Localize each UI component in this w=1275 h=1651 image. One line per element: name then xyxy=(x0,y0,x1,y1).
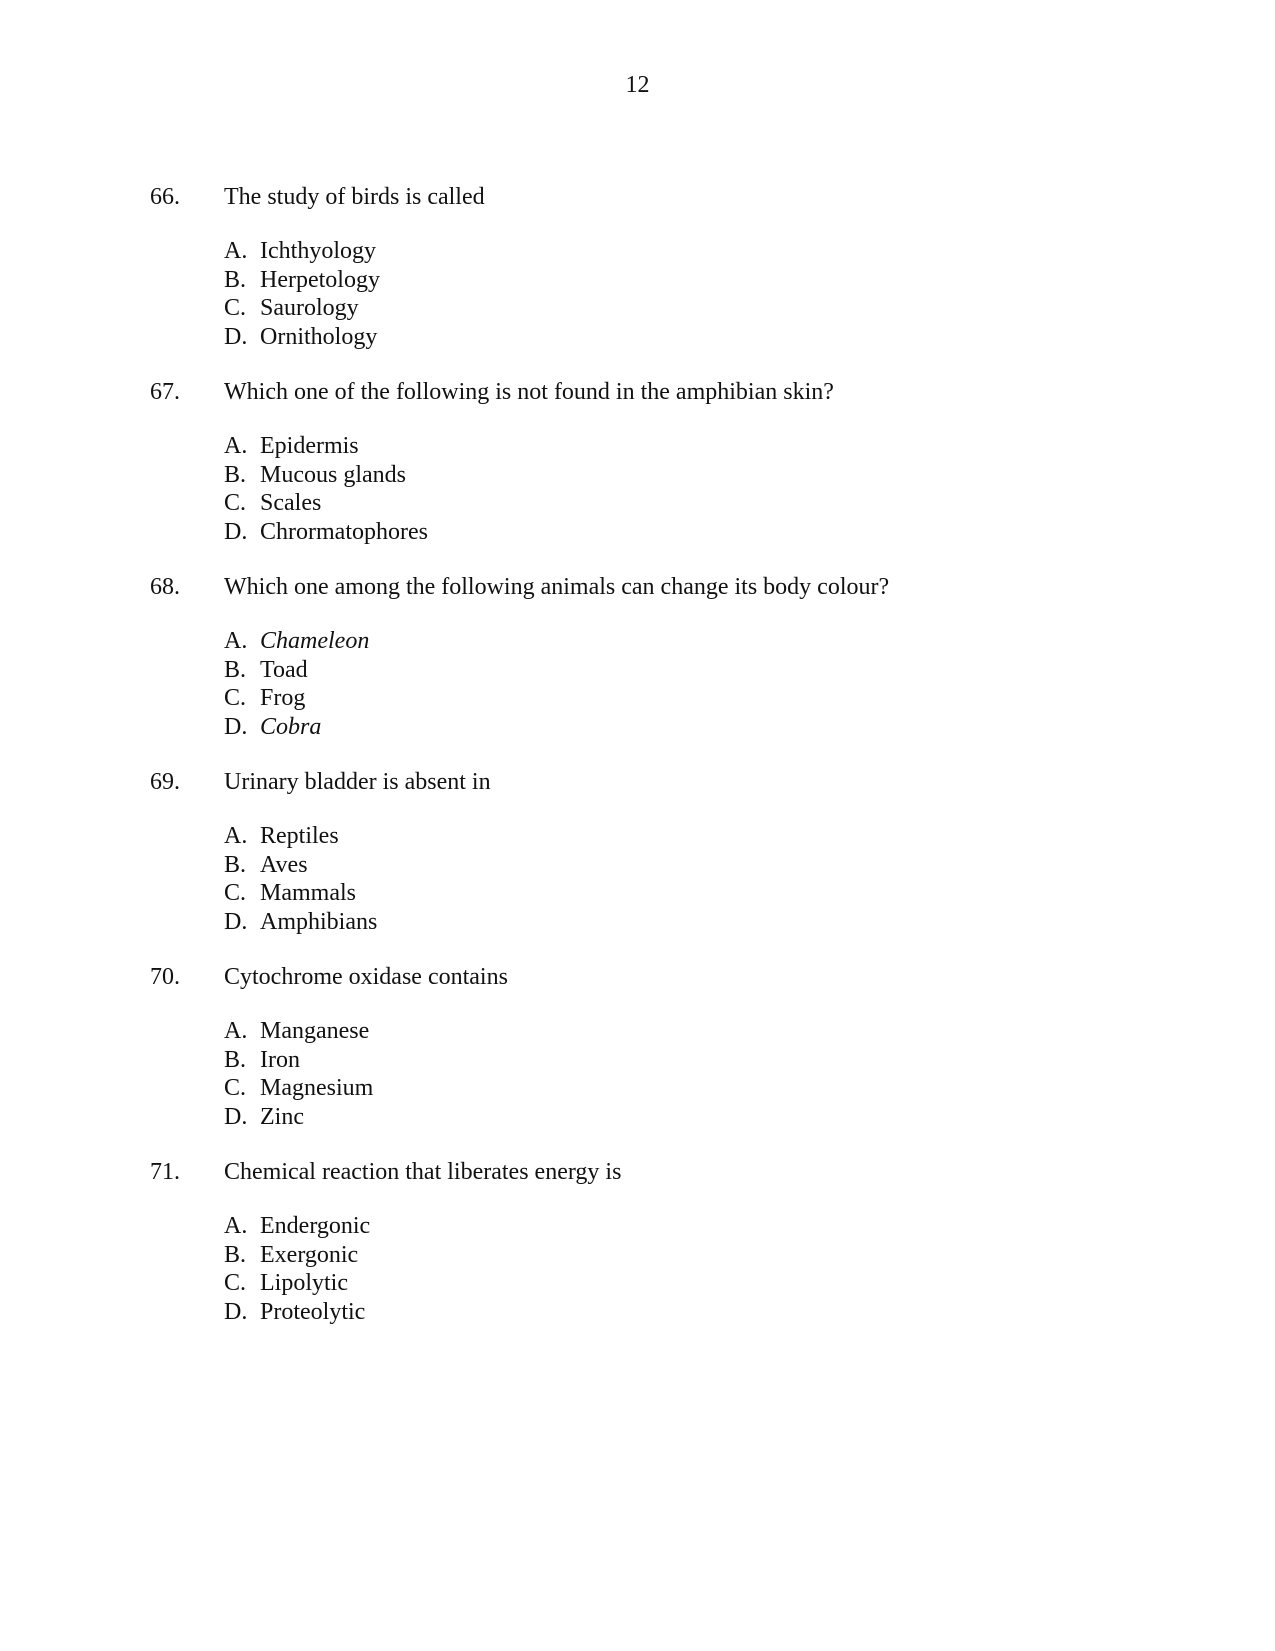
option-letter: A. xyxy=(224,1018,248,1044)
option-letter: B. xyxy=(224,266,247,293)
option-letter: A. xyxy=(224,628,248,654)
question-block xyxy=(150,963,1150,1131)
answer-option xyxy=(224,1046,1150,1075)
option-list xyxy=(224,237,1150,351)
answer-option xyxy=(224,1017,1150,1046)
option-text: Aves xyxy=(260,851,308,878)
option-list xyxy=(224,1017,1150,1131)
option-letter: B. xyxy=(224,1046,247,1073)
option-letter: B. xyxy=(224,1241,247,1268)
question-block xyxy=(150,378,1150,546)
question-row xyxy=(150,768,1150,796)
question-number: 68. xyxy=(150,574,180,600)
answer-option xyxy=(224,684,1150,713)
option-letter: D. xyxy=(224,518,248,545)
answer-option xyxy=(224,656,1150,685)
question-row xyxy=(150,963,1150,991)
answer-option xyxy=(224,237,1150,266)
answer-option xyxy=(224,713,1150,742)
option-text: Ornithology xyxy=(260,323,378,350)
option-text: Scales xyxy=(260,490,322,516)
option-text: Iron xyxy=(260,1046,300,1073)
answer-option xyxy=(224,1103,1150,1132)
option-list xyxy=(224,432,1150,546)
option-text: Zinc xyxy=(260,1103,304,1130)
question-block xyxy=(150,1158,1150,1326)
answer-option xyxy=(224,489,1150,518)
option-letter: A. xyxy=(224,1213,248,1239)
question-text: Cytochrome oxidase contains xyxy=(224,964,508,990)
question-number: 71. xyxy=(150,1159,180,1185)
option-letter: C. xyxy=(224,1270,247,1296)
answer-option xyxy=(224,1298,1150,1327)
page-number: 12 xyxy=(625,72,650,98)
option-letter: C. xyxy=(224,295,247,321)
option-text: Amphibians xyxy=(260,908,378,935)
answer-option xyxy=(224,627,1150,656)
question-block xyxy=(150,573,1150,741)
answer-option xyxy=(224,908,1150,937)
option-text: Ichthyology xyxy=(260,238,376,264)
answer-option xyxy=(224,294,1150,323)
answer-option xyxy=(224,1241,1150,1270)
question-row xyxy=(150,378,1150,406)
question-list xyxy=(150,183,1150,1353)
answer-option xyxy=(224,432,1150,461)
option-letter: D. xyxy=(224,1298,248,1325)
option-text: Manganese xyxy=(260,1018,370,1044)
option-text: Cobra xyxy=(260,713,322,740)
question-text: Urinary bladder is absent in xyxy=(224,769,491,795)
answer-option xyxy=(224,323,1150,352)
option-letter: B. xyxy=(224,461,247,488)
option-letter: C. xyxy=(224,685,247,711)
answer-option xyxy=(224,1074,1150,1103)
option-letter: D. xyxy=(224,323,248,350)
question-row xyxy=(150,573,1150,601)
option-text: Saurology xyxy=(260,295,359,321)
question-number: 66. xyxy=(150,184,180,210)
option-text: Mammals xyxy=(260,880,356,906)
option-text: Lipolytic xyxy=(260,1270,348,1296)
option-letter: D. xyxy=(224,713,248,740)
answer-option xyxy=(224,879,1150,908)
option-text: Proteolytic xyxy=(260,1298,366,1325)
question-block xyxy=(150,768,1150,936)
option-letter: A. xyxy=(224,823,248,849)
question-text: The study of birds is called xyxy=(224,184,485,210)
question-number: 70. xyxy=(150,964,180,990)
question-row xyxy=(150,1158,1150,1186)
answer-option xyxy=(224,1212,1150,1241)
question-block xyxy=(150,183,1150,351)
answer-option xyxy=(224,461,1150,490)
question-number: 69. xyxy=(150,769,180,795)
option-text: Chameleon xyxy=(260,628,370,654)
option-letter: C. xyxy=(224,1075,247,1101)
question-row xyxy=(150,183,1150,211)
option-text: Chrormatophores xyxy=(260,518,428,545)
answer-option xyxy=(224,266,1150,295)
answer-option xyxy=(224,518,1150,547)
option-letter: D. xyxy=(224,908,248,935)
option-text: Mucous glands xyxy=(260,461,406,488)
option-letter: D. xyxy=(224,1103,248,1130)
option-text: Frog xyxy=(260,685,306,711)
question-number: 67. xyxy=(150,379,180,405)
option-text: Epidermis xyxy=(260,433,359,459)
option-list xyxy=(224,822,1150,936)
option-text: Endergonic xyxy=(260,1213,371,1239)
answer-option xyxy=(224,851,1150,880)
answer-option xyxy=(224,822,1150,851)
option-letter: B. xyxy=(224,656,247,683)
option-text: Herpetology xyxy=(260,266,380,293)
option-letter: C. xyxy=(224,880,247,906)
option-letter: A. xyxy=(224,238,248,264)
question-text: Chemical reaction that liberates energy is xyxy=(224,1159,622,1185)
option-list xyxy=(224,1212,1150,1326)
option-letter: C. xyxy=(224,490,247,516)
question-text: Which one of the following is not found in the amphibian skin? xyxy=(224,379,834,405)
option-text: Toad xyxy=(260,656,308,683)
option-text: Reptiles xyxy=(260,823,339,849)
answer-option xyxy=(224,1269,1150,1298)
option-letter: A. xyxy=(224,433,248,459)
option-text: Exergonic xyxy=(260,1241,359,1268)
option-text: Magnesium xyxy=(260,1075,374,1101)
option-list xyxy=(224,627,1150,741)
question-text: Which one among the following animals can change its body colour? xyxy=(224,574,890,600)
option-letter: B. xyxy=(224,851,247,878)
